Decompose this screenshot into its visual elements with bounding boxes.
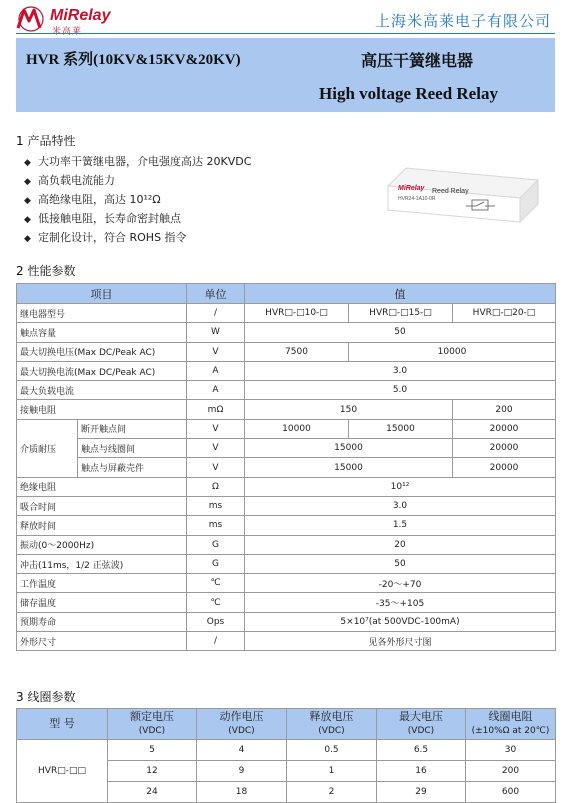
- table-row: 触点与线圈间 V 15000 20000: [17, 439, 556, 458]
- diamond-bullet-icon: ◆: [24, 158, 31, 168]
- diamond-bullet-icon: ◆: [24, 196, 31, 206]
- coil-model-cell: HVR□-□□: [17, 740, 108, 803]
- diamond-bullet-icon: ◆: [24, 177, 31, 187]
- relay-label-text: Reed Relay: [432, 188, 469, 195]
- table-row: 吸合时间 ms 3.0: [17, 496, 556, 515]
- header-divider: [16, 33, 555, 34]
- table-row: 介质耐压 断开触点间 V 10000 15000 20000: [17, 419, 556, 438]
- table-row: 预期寿命 Ops 5×10⁷(at 500VDC-100mA): [17, 612, 556, 631]
- coil-header-rated: 额定电压 (VDC): [108, 709, 197, 740]
- feature-item: ◆ 定制化设计，符合 ROHS 指令: [24, 228, 251, 247]
- header-cell-unit: 单位: [187, 284, 245, 304]
- title-banner: [16, 38, 555, 112]
- coil-header-max: 最大电压 (VDC): [377, 709, 466, 740]
- logo-mark-icon: [16, 6, 46, 32]
- table-row: 工作温度 ℃ -20～+70: [17, 574, 556, 593]
- feature-item: ◆ 高负载电流能力: [24, 171, 251, 190]
- product-title-cn: 高压干簧继电器: [361, 51, 474, 70]
- table-row: 绝缘电阻 Ω 10¹²: [17, 477, 556, 496]
- relay-product-image: [384, 160, 540, 226]
- features-heading: 1 产品特性: [16, 134, 76, 148]
- coil-header-row: [17, 709, 556, 740]
- coil-header-release: 释放电压 (VDC): [287, 709, 377, 740]
- company-name: 上海米高莱电子有限公司: [374, 12, 551, 30]
- table-row: 12 9 1 16 200: [17, 761, 556, 782]
- dielectric-group-label: 介质耐压: [17, 419, 78, 477]
- company-logo: [16, 6, 136, 37]
- relay-model-text: HVR24-1A10-0R: [398, 196, 436, 202]
- table-row: 最大负载电流 A 5.0: [17, 381, 556, 400]
- coil-heading: 3 线圈参数: [16, 690, 76, 704]
- coil-header-model: 型 号: [17, 709, 108, 740]
- series-title: HVR 系列(10KV&15KV&20KV): [26, 52, 241, 68]
- header-cell-value: 值: [245, 284, 556, 304]
- diamond-bullet-icon: ◆: [24, 234, 31, 244]
- table-row: 最大切换电流(Max DC/Peak AC) A 3.0: [17, 361, 556, 380]
- table-row: 最大切换电压(Max DC/Peak AC) V 7500 10000: [17, 342, 556, 361]
- table-row: HVR□-□□ 5 4 0.5 6.5 30: [17, 740, 556, 761]
- table-row: 触点容量 W 50: [17, 323, 556, 342]
- feature-item: ◆ 大功率干簧继电器，介电强度高达 20KVDC: [24, 152, 251, 171]
- coil-header-resistance: 线圈电阻 (±10%Ω at 20℃): [466, 709, 556, 740]
- performance-heading: 2 性能参数: [16, 264, 76, 278]
- features-list: [24, 152, 251, 247]
- table-row: 接触电阻 mΩ 150 200: [17, 400, 556, 419]
- table-row: 储存温度 ℃ -35～+105: [17, 593, 556, 612]
- coil-header-operate: 动作电压 (VDC): [197, 709, 287, 740]
- header-cell-item: 项目: [17, 284, 187, 304]
- table-row: 冲击(11ms，1/2 正弦波) G 50: [17, 554, 556, 573]
- product-title-en: High voltage Reed Relay: [319, 84, 498, 103]
- table-row: 触点与屏蔽壳件 V 15000 20000: [17, 458, 556, 477]
- relay-brand-text: MiRelay: [398, 185, 425, 192]
- table-row: 外形尺寸 / 见各外形尺寸图: [17, 632, 556, 651]
- coil-table: [16, 708, 556, 803]
- performance-table: [16, 283, 556, 651]
- feature-item: ◆ 低接触电阻，长寿命密封触点: [24, 209, 251, 228]
- feature-item: ◆ 高绝缘电阻，高达 10¹²Ω: [24, 190, 251, 209]
- table-row: 24 18 2 29 600: [17, 782, 556, 803]
- brand-name: MiRelay: [50, 7, 111, 24]
- diamond-bullet-icon: ◆: [24, 215, 31, 225]
- table-header-row: [17, 284, 556, 304]
- table-row: 振动(0～2000Hz) G 20: [17, 535, 556, 554]
- table-row: 继电器型号 / HVR□-□10-□ HVR□-□15-□ HVR□-□20-□: [17, 304, 556, 323]
- table-row: 释放时间 ms 1.5: [17, 516, 556, 535]
- brand-name-cn: 米高莱: [52, 27, 83, 37]
